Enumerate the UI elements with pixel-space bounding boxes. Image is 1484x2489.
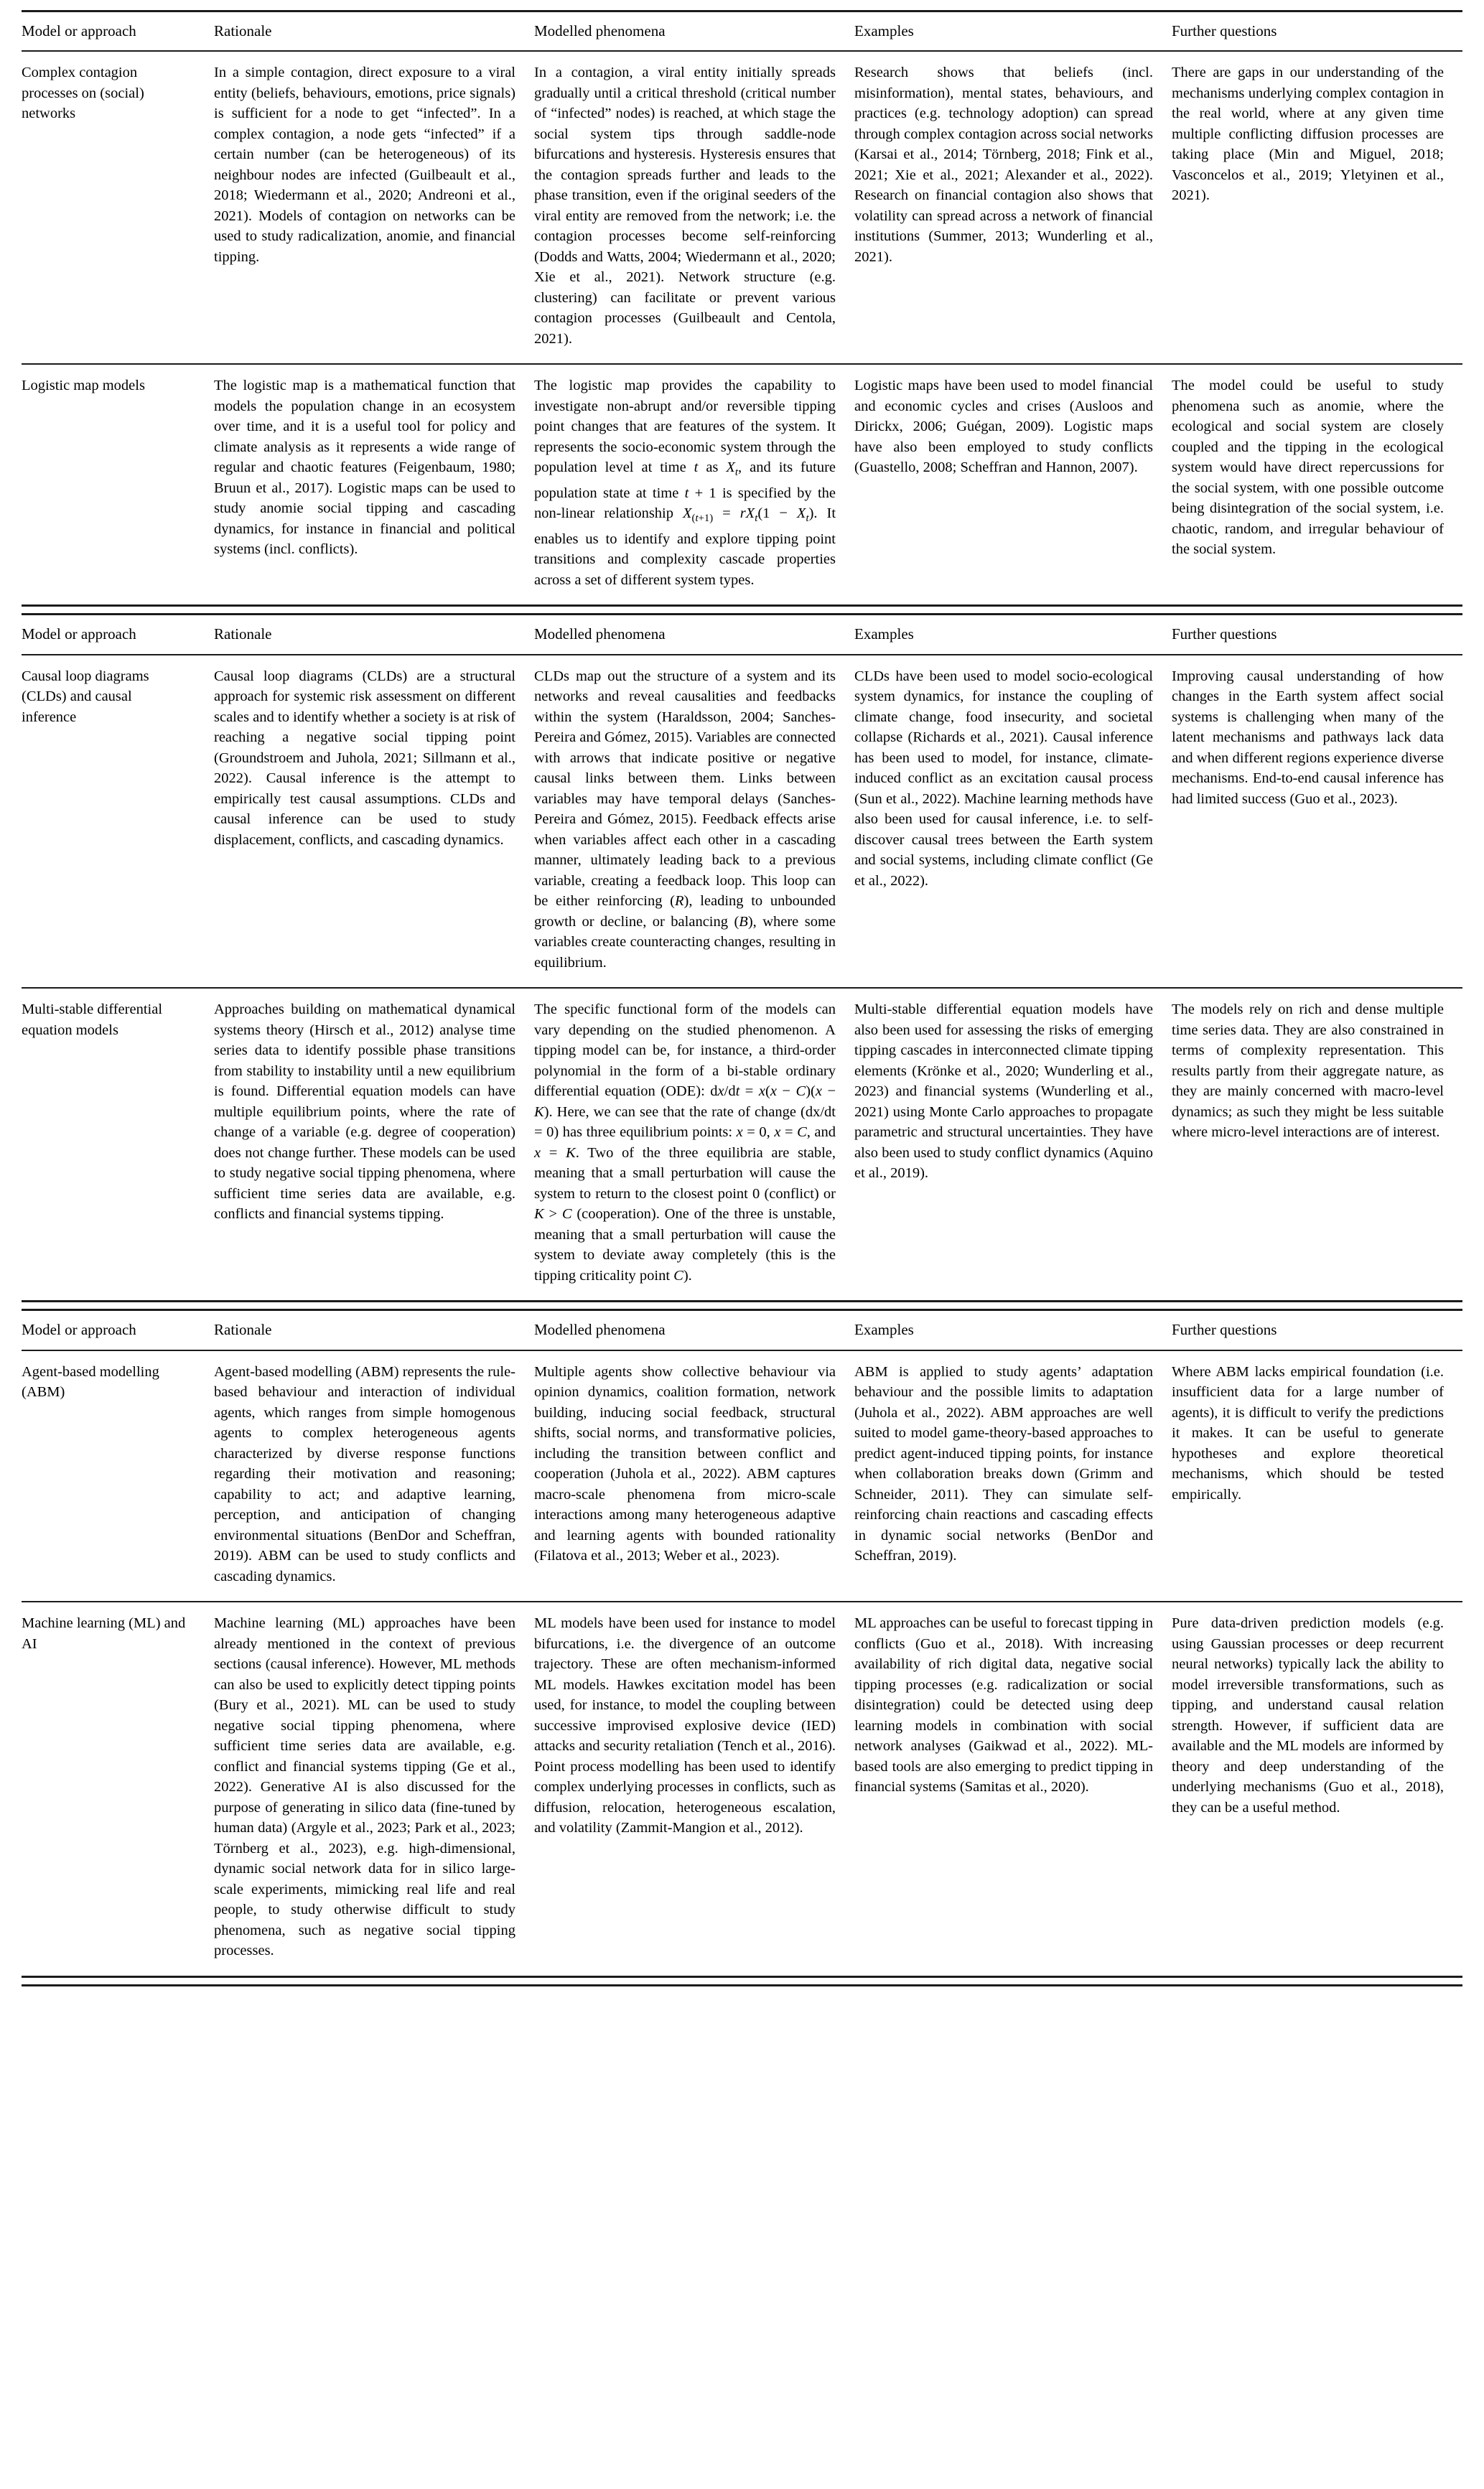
cell-model-machine-learning-ai: Machine learning (ML) and AI [22, 1602, 214, 1976]
header-row [22, 615, 1462, 655]
cell-questions-multi-stable-ode: The models rely on rich and dense multiple time series data. They are also constrained in terms of complexity representation. This results partly from their aggregate nature, as they are mainly concerned with macro-level dynamics; as such they might be less suitable where micro-level interactions are of interest. [1172, 988, 1462, 1302]
cell-phenomena-causal-loop-diagrams: CLDs map out the structure of a system and its networks and reveal causalities and feedbacks within the system (Haraldsson, 2004; Sanches-Pereira and Gómez, 2015). Variables are connected with arrows that indicate positive or negative causal links between them. Links between variables may have temporal delays (Sanches-Pereira and Gómez, 2015). Feedback effects arise when variables affect each other in a cascading manner, ultimately leading back to a previous variable, creating a feedback loop. This loop can be either reinforcing (R), leading to unbounded growth or decline, or balancing (B), where some variables create counteracting changes, resulting in equilibrium. [534, 668, 836, 971]
cell-phenomena-logistic-map: The logistic map provides the capability to investigate non-abrupt and/or reversible tipping point changes that are features of the system. It represents the socio-economic system through the population level at time t as $X_t$, and its future population state at time t + 1 is specified by the non-linear relationship $X_{(t+1)} = rX_t(1 - X_t)$. It enables us to identify and explore tipping point transitions and complexity cascade properties across a set of different system types. [534, 364, 854, 606]
model-comparison-table-section-3 [22, 1309, 1462, 1977]
cell-examples-machine-learning-ai: ML approaches can be useful to forecast tipping in conflicts (Guo et al., 2018). With increasing availability of rich digital data, negative social tipping processes (e.g. radicalization or social disintegration) could be detected using deep learning models in combination with social network analyses (Gaikwad et al., 2022). ML-based tools are also emerging to predict tipping in financial systems (Samitas et al., 2020). [854, 1602, 1172, 1976]
cell-rationale-causal-loop-diagrams: Causal loop diagrams (CLDs) are a structural approach for systemic risk assessment on different scales and to identify whether a society is at risk of reaching a negative social tipping point (Groundstroem and Juhola, 2021; Sillmann et al., 2022). Causal inference is the attempt to empirically test causal assumptions. CLDs and causal inference can be used to study displacement, conflicts, and cascading dynamics. [214, 668, 515, 848]
column-header-further-questions: Further questions [1172, 11, 1462, 52]
table-row-causal-loop-diagrams [22, 655, 1462, 989]
column-header-examples: Examples [854, 11, 1172, 52]
cell-model-agent-based-modelling: Agent-based modelling (ABM) [22, 1363, 159, 1401]
cell-questions-agent-based-modelling: Where ABM lacks empirical foundation (i.e. insufficient data for a large number of agents), it is difficult to verify the predictions it makes. It can be useful to generate hypotheses and explore theoretical mechanisms, which should be tested empirically. [1172, 1363, 1444, 1503]
cell-model-causal-loop-diagrams: Causal loop diagrams (CLDs) and causal inference [22, 668, 149, 725]
cell-model-logistic-map: Logistic map models [22, 364, 214, 606]
cell-questions-causal-loop-diagrams: Improving causal understanding of how changes in the Earth system affect social systems is challenging when many of the latent mechanisms and pathways lack data and when different regions experience diverse mechanisms. End-to-end causal inference has had limited success (Guo et al., 2023). [1172, 668, 1444, 807]
table-row-machine-learning-ai [22, 1602, 1462, 1976]
column-header-examples: Examples [854, 1310, 1172, 1350]
header-row [22, 1310, 1462, 1350]
column-header-examples: Examples [854, 615, 1172, 655]
model-comparison-table-section-2 [22, 613, 1462, 1302]
cell-questions-logistic-map: The model could be useful to study phenomena such as anomie, where the ecological and social system are closely coupled and the tipping in the ecological system would have direct repercussions for the social system, with one possible outcome being disintegration of the social system, i.e. chaotic, random, and irregular behaviour of the social system. [1172, 364, 1462, 606]
cell-phenomena-agent-based-modelling: Multiple agents show collective behaviour via opinion dynamics, coalition formation, network building, inducing social feedback, structural shifts, social norms, and transformative policies, including the transition between conflict and cooperation (Juhola et al., 2022). ABM captures macro-scale phenomena from micro-scale interactions among many heterogeneous adaptive and learning agents with bounded rationality (Filatova et al., 2013; Weber et al., 2023). [534, 1363, 836, 1564]
column-header-model-or-approach: Model or approach [22, 11, 214, 52]
cell-phenomena-machine-learning-ai: ML models have been used for instance to model bifurcations, i.e. the divergence of an outcome trajectory. These are often mechanism-informed ML models. Hawkes excitation model has been used, for instance, to model the coupling between successive improvised explosive device (IED) attacks and security retaliation (Tench et al., 2016). Point process modelling has been used to identify complex underlying processes in conflicts, such as diffusion, relocation, heterogeneous escalation, and volatility (Zammit-Mangion et al., 2012). [534, 1602, 854, 1976]
cell-rationale-agent-based-modelling: Agent-based modelling (ABM) represents the rule-based behaviour and interaction of individual agents, which ranges from simple homogenous agents to complex heterogeneous agents characterized by diverse response functions regarding their motivation and reasoning; capability to act; and adaptive learning, perception, and anticipation of changing environmental situations (BenDor and Scheffran, 2019). ABM can be used to study conflicts and cascading dynamics. [214, 1363, 515, 1584]
cell-rationale-machine-learning-ai: Machine learning (ML) approaches have been already mentioned in the context of previous sections (causal inference). However, ML methods can also be used to explicitly detect tipping points (Bury et al., 2021). ML can be used to study negative social tipping phenomena, where sufficient time series data are available, e.g. conflict and financial systems tipping (Ge et al., 2022). Generative AI is also discussed for the purpose of generating in silico data (fine-tuned by human data) (Argyle et al., 2023; Park et al., 2023; Törnberg et al., 2023), e.g. high-dimensional, dynamic social network data for in silico large-scale experiments, mimicking real life and real people, to study otherwise difficult to study phenomena, such as negative social tipping processes. [214, 1602, 534, 1976]
cell-rationale-complex-contagion: In a simple contagion, direct exposure to a viral entity (beliefs, behaviours, emotions, price signals) is sufficient for a node to get “infected”. In a complex contagion, a node gets “infected” if a certain number (can be heterogeneous) of its neighbour nodes are infected (Guilbeault et al., 2018; Wiedermann et al., 2020; Andreoni et al., 2021). Models of contagion on networks can be used to study radicalization, anomie, and financial tipping. [214, 65, 515, 265]
cell-rationale-multi-stable-ode: Approaches building on mathematical dynamical systems theory (Hirsch et al., 2012) analyse time series data to identify possible phase transitions from stability to instability until a new equilibrium is found. Differential equation models can have multiple equilibrium points, where the rate of change of a variable (e.g. degree of cooperation) does not change further. These models can be used to study negative social tipping phenomena, where sufficient time series data are available, e.g. conflicts and financial systems tipping. [214, 988, 534, 1302]
model-comparison-table-section-1 [22, 10, 1462, 607]
cell-examples-causal-loop-diagrams: CLDs have been used to model socio-ecological system dynamics, for instance the coupling of climate change, food insecurity, and societal collapse (Richards et al., 2021). Causal inference has been used to model, for instance, climate-induced conflict as an excitation causal process (Sun et al., 2022). Machine learning methods have also been used for causal inference, i.e. to self-discover causal trees between the Earth system and social systems, including climate conflict (Ge et al., 2022). [854, 668, 1153, 889]
table-row-agent-based-modelling [22, 1350, 1462, 1602]
column-header-rationale: Rationale [214, 1310, 534, 1350]
column-header-model-or-approach: Model or approach [22, 1310, 214, 1350]
table-bottom-rule [22, 1984, 1462, 1986]
column-header-further-questions: Further questions [1172, 615, 1462, 655]
table-row-complex-contagion [22, 51, 1462, 364]
cell-model-complex-contagion: Complex contagion processes on (social) networks [22, 65, 144, 122]
cell-examples-multi-stable-ode: Multi-stable differential equation models have also been used for assessing the risks of emerging tipping cascades in interconnected climate tipping elements (Krönke et al., 2020; Wunderling et al., 2023) and financial systems (Wunderling et al., 2021) using Monte Carlo approaches to propagate parametric and structural uncertainties. They have also been used to study conflict dynamics (Aquino et al., 2019). [854, 988, 1172, 1302]
cell-examples-agent-based-modelling: ABM is applied to study agents’ adaptation behaviour and the possible limits to adaptation (Juhola et al., 2022). ABM approaches are well suited to model game-theory-based approaches to predict agent-induced tipping points, for instance when collaboration breaks down (Grimm and Schneider, 2011). They can simulate self-reinforcing chain reactions and cascading effects in dynamic social networks (BenDor and Scheffran, 2019). [854, 1363, 1153, 1564]
column-header-further-questions: Further questions [1172, 1310, 1462, 1350]
column-header-modelled-phenomena: Modelled phenomena [534, 11, 854, 52]
cell-rationale-logistic-map: The logistic map is a mathematical function that models the population change in an ecosystem over time, and it is a useful tool for policy and climate analysis as it represents a wide range of regular and chaotic features (Feigenbaum, 1980; Bruun et al., 2017). Logistic maps can be used to study anomie social tipping and cascading dynamics, for instance in financial and political systems (incl. conflicts). [214, 364, 534, 606]
column-header-modelled-phenomena: Modelled phenomena [534, 1310, 854, 1350]
cell-phenomena-multi-stable-ode: The specific functional form of the models can vary depending on the studied phenomenon. A tipping model can be, for instance, a third-order polynomial in the form of a bi-stable ordinary differential equation (ODE): dx/dt = x(x − C)(x − K). Here, we can see that the rate of change (dx/dt = 0) has three equilibrium points: x = 0, x = C, and x = K. Two of the three equilibria are stable, meaning that a small perturbation will cause the system to return to the closest point 0 (conflict) or K > C (cooperation). One of the three is unstable, meaning that a small perturbation will cause the system to deviate away completely (this is the tipping criticality point C). [534, 988, 854, 1302]
table-row-logistic-map [22, 364, 1462, 606]
column-header-model-or-approach: Model or approach [22, 615, 214, 655]
cell-examples-complex-contagion: Research shows that beliefs (incl. misinformation), mental states, behaviours, and practices (e.g. technology adoption) can spread through complex contagion across social networks (Karsai et al., 2014; Törnberg, 2018; Fink et al., 2021; Xie et al., 2021; Alexander et al., 2022). Research on financial contagion also shows that volatility can spread across a network of financial institutions (Summer, 2013; Wunderling et al., 2021). [854, 65, 1153, 265]
cell-questions-machine-learning-ai: Pure data-driven prediction models (e.g. using Gaussian processes or deep recurrent neural networks) typically lack the ability to model irreversible transformations, such as tipping, and understand causal relation strength. However, if sufficient data are available and the ML models are informed by theory and deep understanding of the underlying mechanisms (Guo et al., 2018), they can be a useful method. [1172, 1602, 1462, 1976]
cell-questions-complex-contagion: There are gaps in our understanding of the mechanisms underlying complex contagion in the real world, where at any given time multiple conflicting diffusion processes are taking place (Min and Miguel, 2018; Vasconcelos et al., 2019; Yletyinen et al., 2021). [1172, 65, 1444, 204]
header-row [22, 11, 1462, 52]
cell-model-multi-stable-ode: Multi-stable differential equation models [22, 988, 214, 1302]
cell-phenomena-complex-contagion: In a contagion, a viral entity initially spreads gradually until a critical threshold (critical number of “infected” nodes) is reached, at which stage the social system tips through saddle-node bifurcations and hysteresis. Hysteresis ensures that the contagion spreads further and leads to the phase transition, even if the original seeders of the viral entity are removed from the network; i.e. the contagion processes become self-reinforcing (Dodds and Watts, 2004; Wiedermann et al., 2020; Xie et al., 2021). Network structure (e.g. clustering) can facilitate or prevent various contagion processes (Guilbeault and Centola, 2021). [534, 65, 836, 347]
column-header-rationale: Rationale [214, 11, 534, 52]
column-header-modelled-phenomena: Modelled phenomena [534, 615, 854, 655]
column-header-rationale: Rationale [214, 615, 534, 655]
cell-examples-logistic-map: Logistic maps have been used to model financial and economic cycles and crises (Ausloos and Dirickx, 2006; Guégan, 2009). Logistic maps have also been employed to study conflicts (Guastello, 2008; Scheffran and Hannon, 2007). [854, 364, 1172, 606]
table-row-multi-stable-ode [22, 988, 1462, 1302]
